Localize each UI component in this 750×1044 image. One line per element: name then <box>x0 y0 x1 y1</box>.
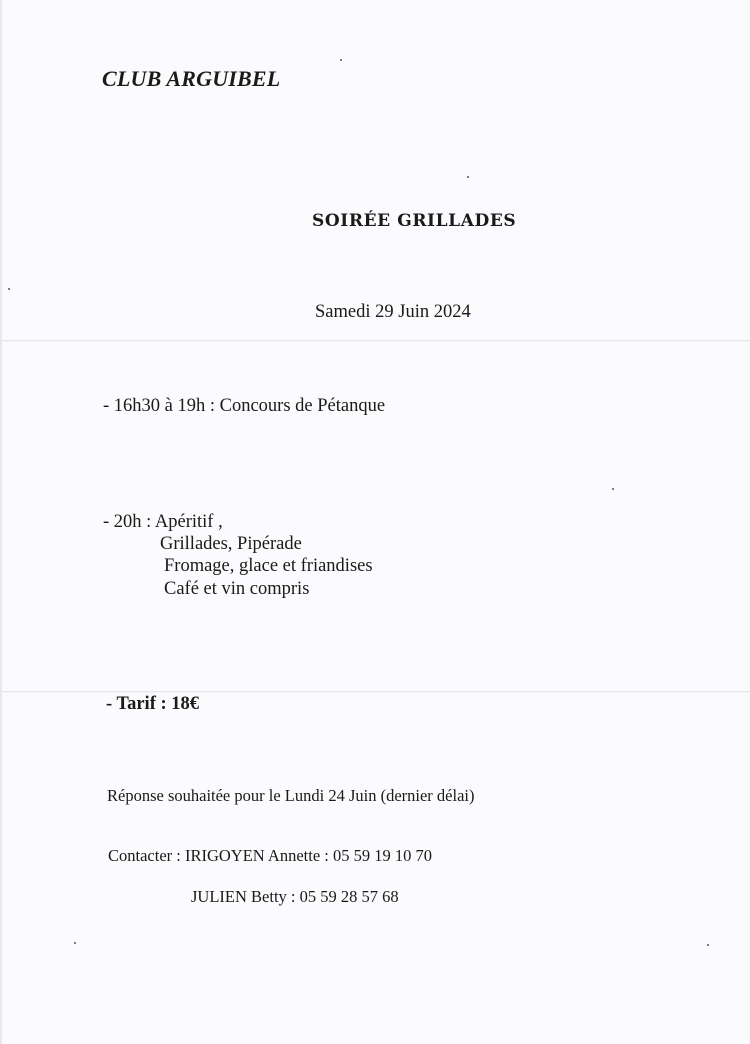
schedule-item-petanque: - 16h30 à 19h : Concours de Pétanque <box>103 396 386 416</box>
menu-item: Grillades, Pipérade <box>160 534 302 554</box>
menu-item: Fromage, glace et friandises <box>164 556 373 576</box>
paper-speck <box>74 942 76 944</box>
event-date: Samedi 29 Juin 2024 <box>315 302 471 322</box>
club-name: CLUB ARGUIBEL <box>102 66 281 91</box>
menu-item: Café et vin compris <box>164 579 310 599</box>
paper-speck <box>467 176 469 178</box>
fold-line-top <box>2 340 750 342</box>
paper-speck <box>340 59 342 61</box>
reply-deadline: Réponse souhaitée pour le Lundi 24 Juin (dernier délai) <box>107 786 475 805</box>
paper-speck <box>707 944 709 946</box>
paper-speck <box>612 488 614 490</box>
contact-line: JULIEN Betty : 05 59 28 57 68 <box>191 887 399 906</box>
schedule-item-aperitif: - 20h : Apéritif , <box>103 512 223 532</box>
fold-line-bottom <box>2 691 750 693</box>
event-title: SOIRÉE GRILLADES <box>312 211 517 231</box>
paper-speck <box>8 288 10 290</box>
contact-line: Contacter : IRIGOYEN Annette : 05 59 19 10 70 <box>108 846 432 865</box>
price-line: - Tarif : 18€ <box>106 694 200 714</box>
